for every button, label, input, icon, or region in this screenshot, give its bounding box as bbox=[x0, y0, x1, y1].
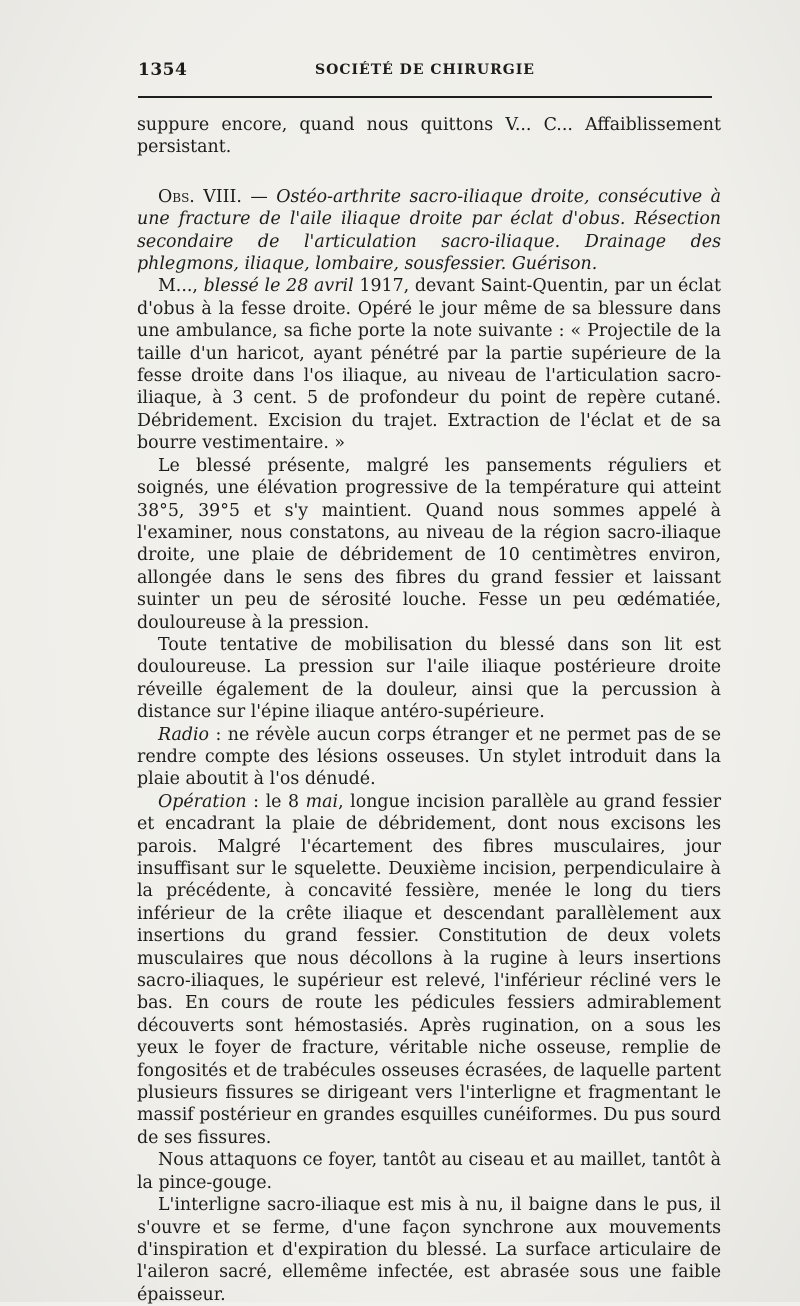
radio-text: : ne révèle aucun corps étranger et ne permet pas de se rendre compte des lésions osseuses. Un stylet introduit dans la plaie aboutit à l'os dénudé. bbox=[137, 724, 721, 790]
case-history-text: 1917, devant Saint-Quentin, par un éclat d'obus à la fesse droite. Opéré le jour même de sa blessure dans une ambulance, sa fiche porte la note suivante : « Projectile de la taille d'un haricot, ayant pénétré par la partie supérieure de la fesse droite dans l'os iliaque, au niveau de l'articulation sacro-iliaque, à 3 cent. 5 de profondeur du point de repère cutané. Débridement. Excision du trajet. Extraction de l'éclat et de sa bourre vestimentaire. » bbox=[137, 276, 722, 454]
paragraph-attack: Nous attaquons ce foyer, tantôt au ciseau et au maillet, tantôt à la pince-gouge. bbox=[137, 1150, 721, 1193]
operation-label: Opération bbox=[158, 791, 247, 812]
paragraph-operation bbox=[137, 791, 721, 1150]
patient-initial: M..., bbox=[158, 276, 204, 297]
operation-date-prefix: : le 8 bbox=[246, 791, 306, 812]
observation-title: Ostéo-arthrite sacro-iliaque droite, consécutive à une fracture de l'aile iliaque droite par éclat d'obus. Résection secondaire de l'articulation sacro-iliaque. Drainage des phlegmons, iliaque, lombaire, sousfessier. Guérison. bbox=[137, 186, 721, 275]
body-text bbox=[137, 114, 721, 1306]
observation-label: Obs. VIII. — bbox=[158, 186, 277, 207]
paragraph-case-history bbox=[137, 275, 721, 454]
operation-text: , longue incision parallèle au grand fessier et encadrant la plaie de débridement, dont nous excisons les parois. Malgré l'écartement des fibres musculaires, jour insuffisant sur le squelette. Deuxième incision, perpendiculaire à la précédente, à concavité fessière, menée le long du tiers inférieur de la crête iliaque et descendant parallèlement aux insertions du grand fessier. Constitution de deux volets musculaires que nous décollons à la rugine à leurs insertions sacro-iliaques, le supérieur est relevé, l'inférieur récliné vers le bas. En cours de route les pédicules fessiers admirablement découverts sont hémostasiés. Après rugination, on a sous les yeux le foyer de fracture, véritable niche osseuse, remplie de fongosités et de trabécules osseuses écrasées, de laquelle partent plusieurs fissures se dirigeant vers l'interligne et fragmentant le massif postérieur en grandes esquilles cunéiformes. Du pus sourd de ses fissures. bbox=[137, 791, 722, 1148]
operation-month: mai bbox=[305, 791, 339, 812]
paragraph-interligne: L'interligne sacro-iliaque est mis à nu, il baigne dans le pus, il s'ouvre et se ferme, d'une façon synchrone aux mouvements d'inspiration et d'expiration du blessé. La surface articulaire de l'aileron sacré, ellemême infectée, est abrasée sous une faible épaisseur. bbox=[137, 1195, 721, 1305]
header-rule bbox=[138, 96, 712, 98]
page-header bbox=[138, 60, 712, 90]
running-head: SOCIÉTÉ DE CHIRURGIE bbox=[315, 62, 535, 78]
paragraph-presentation: Le blessé présente, malgré les pansements réguliers et soignés, une élévation progressive de la température qui atteint 38°5, 39°5 et s'y maintient. Quand nous sommes appelé à l'examiner, nous constatons, au niveau de la région sacro-iliaque droite, une plaie de débridement de 10 centimètres environ, allongée dans le sens des fibres du grand fessier et laissant suinter un peu de sérosité louche. Fesse un peu œdématiée, douloureuse à la pression. bbox=[137, 455, 721, 633]
radio-label: Radio bbox=[158, 724, 210, 745]
injury-date: blessé le 28 avril bbox=[203, 276, 354, 297]
page-number: 1354 bbox=[138, 60, 188, 80]
paragraph-radio bbox=[137, 724, 721, 791]
paragraph-continuation: suppure encore, quand nous quittons V... C... Affaiblissement persistant. bbox=[137, 115, 721, 158]
paragraph-examination: Toute tentative de mobilisation du blessé dans son lit est douloureuse. La pression sur l'aile iliaque postérieure droite réveille également de la douleur, ainsi que la percussion à distance sur l'épine iliaque antéro-supérieure. bbox=[137, 634, 721, 723]
observation-heading bbox=[137, 186, 721, 276]
